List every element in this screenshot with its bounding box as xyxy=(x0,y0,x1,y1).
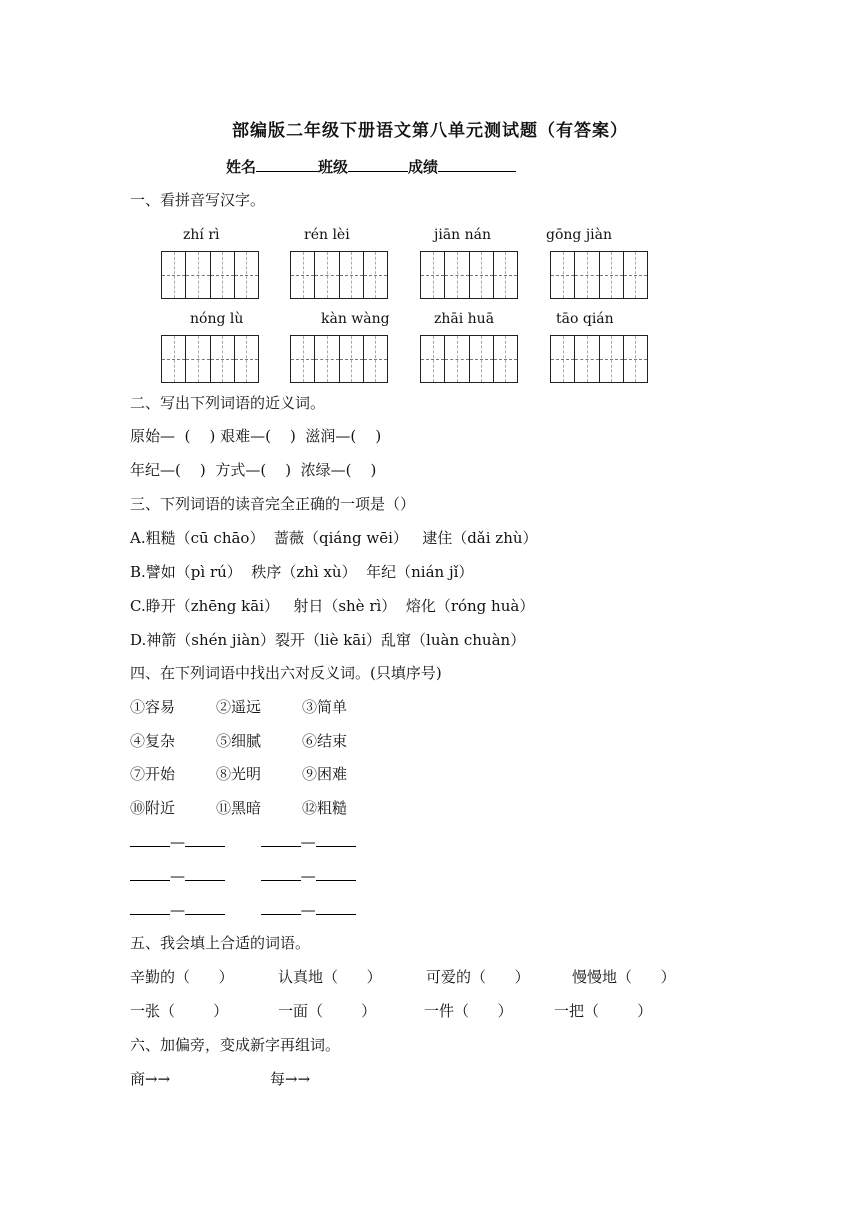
pinyin-label: nóng lù xyxy=(190,311,244,327)
word-item: ①容易 xyxy=(130,698,176,716)
fill-word-item: 认真地（ ） xyxy=(278,968,382,986)
page-title: 部编版二年级下册语文第八单元测试题（有答案） xyxy=(232,121,628,141)
writing-grid[interactable] xyxy=(290,335,388,383)
word-item: ⑦开始 xyxy=(130,765,176,783)
word-item: ④复杂 xyxy=(130,732,176,750)
dash: — xyxy=(300,833,316,851)
section-4-heading: 四、在下列词语中找出六对反义词。(只填序号) xyxy=(130,664,442,682)
writing-grid[interactable] xyxy=(161,335,259,383)
class-label: 班级 xyxy=(318,158,349,176)
fill-word-item: 辛勤的（ ） xyxy=(130,968,234,986)
pinyin-label: rén lèi xyxy=(304,227,350,243)
word-row xyxy=(130,697,347,717)
synonym-line: 原始— ( ) 艰难—( ) 滋润—( ) xyxy=(130,427,382,445)
word-item: ②遥远 xyxy=(216,698,262,716)
answer-blank[interactable] xyxy=(130,834,170,847)
word-item: ⑧光明 xyxy=(216,765,262,783)
answer-blank[interactable] xyxy=(185,834,225,847)
word-row xyxy=(130,764,347,784)
pinyin-label: kàn wàng xyxy=(321,311,390,327)
section-6-heading: 六、加偏旁，变成新字再组词。 xyxy=(130,1036,341,1054)
synonym-line: 年纪—( ) 方式—( ) 浓绿—( ) xyxy=(130,461,377,479)
word-row xyxy=(130,731,347,751)
pinyin-label: zhí rì xyxy=(183,227,220,243)
answer-blank[interactable] xyxy=(261,902,301,915)
section-5-heading: 五、我会填上合适的词语。 xyxy=(130,934,311,952)
option-a: A.粗糙（cū chāo） 蔷薇（qiáng wēi） 逮住（dǎi zhù） xyxy=(130,529,538,547)
writing-grid[interactable] xyxy=(550,335,648,383)
section-2-heading: 二、写出下列词语的近义词。 xyxy=(130,394,326,412)
answer-blank[interactable] xyxy=(316,868,356,881)
radical-item: 每→→ xyxy=(270,1070,311,1088)
answer-blank[interactable] xyxy=(130,868,170,881)
class-blank[interactable] xyxy=(348,157,408,172)
option-c: C.睁开（zhēng kāi） 射日（shè rì） 熔化（róng huà） xyxy=(130,597,535,615)
fill-word-row xyxy=(130,967,676,987)
fill-word-item: 慢慢地（ ） xyxy=(572,968,676,986)
word-item: ⑥结束 xyxy=(302,732,348,750)
word-item: ⑫粗糙 xyxy=(302,799,348,817)
writing-grid[interactable] xyxy=(161,251,259,299)
section-1-heading: 一、看拼音写汉字。 xyxy=(130,191,266,209)
fill-word-item: 一面（ ） xyxy=(278,1002,377,1020)
writing-grid[interactable] xyxy=(290,251,388,299)
antonym-answer-row xyxy=(130,866,356,886)
dash: — xyxy=(300,901,316,919)
fill-word-item: 一张（ ） xyxy=(130,1002,229,1020)
name-label: 姓名 xyxy=(226,158,257,176)
word-item: ③简单 xyxy=(302,698,348,716)
fill-word-item: 一件（ ） xyxy=(424,1002,513,1020)
answer-blank[interactable] xyxy=(261,834,301,847)
answer-blank[interactable] xyxy=(130,902,170,915)
word-item: ⑨困难 xyxy=(302,765,348,783)
radical-item: 商→→ xyxy=(130,1070,171,1088)
antonym-answer-row xyxy=(130,832,356,852)
option-d: D.神箭（shén jiàn）裂开（liè kāi）乱窜（luàn chuàn） xyxy=(130,631,526,649)
dash: — xyxy=(170,867,185,885)
student-info-line xyxy=(226,156,516,177)
fill-word-item: 一把（ ） xyxy=(554,1002,653,1020)
writing-grid[interactable] xyxy=(550,251,648,299)
word-item: ⑤细腻 xyxy=(216,732,262,750)
writing-grid[interactable] xyxy=(420,251,518,299)
answer-blank[interactable] xyxy=(261,868,301,881)
pinyin-label: zhāi huā xyxy=(434,311,495,327)
writing-grid[interactable] xyxy=(420,335,518,383)
dash: — xyxy=(170,901,185,919)
section-3-heading: 三、下列词语的读音完全正确的一项是（） xyxy=(130,495,416,513)
answer-blank[interactable] xyxy=(185,868,225,881)
antonym-answer-row xyxy=(130,900,356,920)
score-blank[interactable] xyxy=(438,157,516,172)
dash: — xyxy=(170,833,185,851)
answer-blank[interactable] xyxy=(316,902,356,915)
pinyin-label: gōng jiàn xyxy=(546,227,613,243)
fill-word-row xyxy=(130,1001,652,1021)
dash: — xyxy=(300,867,316,885)
option-b: B.譬如（pì rú） 秩序（zhì xù） 年纪（nián jǐ） xyxy=(130,563,474,581)
word-item: ⑩附近 xyxy=(130,799,176,817)
pinyin-label: jiān nán xyxy=(434,227,492,243)
radical-row xyxy=(130,1069,310,1089)
pinyin-label: tāo qián xyxy=(556,311,614,327)
answer-blank[interactable] xyxy=(316,834,356,847)
score-label: 成绩 xyxy=(408,158,439,176)
name-blank[interactable] xyxy=(256,157,318,172)
word-row xyxy=(130,798,347,818)
answer-blank[interactable] xyxy=(185,902,225,915)
fill-word-item: 可爱的（ ） xyxy=(426,968,530,986)
word-item: ⑪黑暗 xyxy=(216,799,262,817)
